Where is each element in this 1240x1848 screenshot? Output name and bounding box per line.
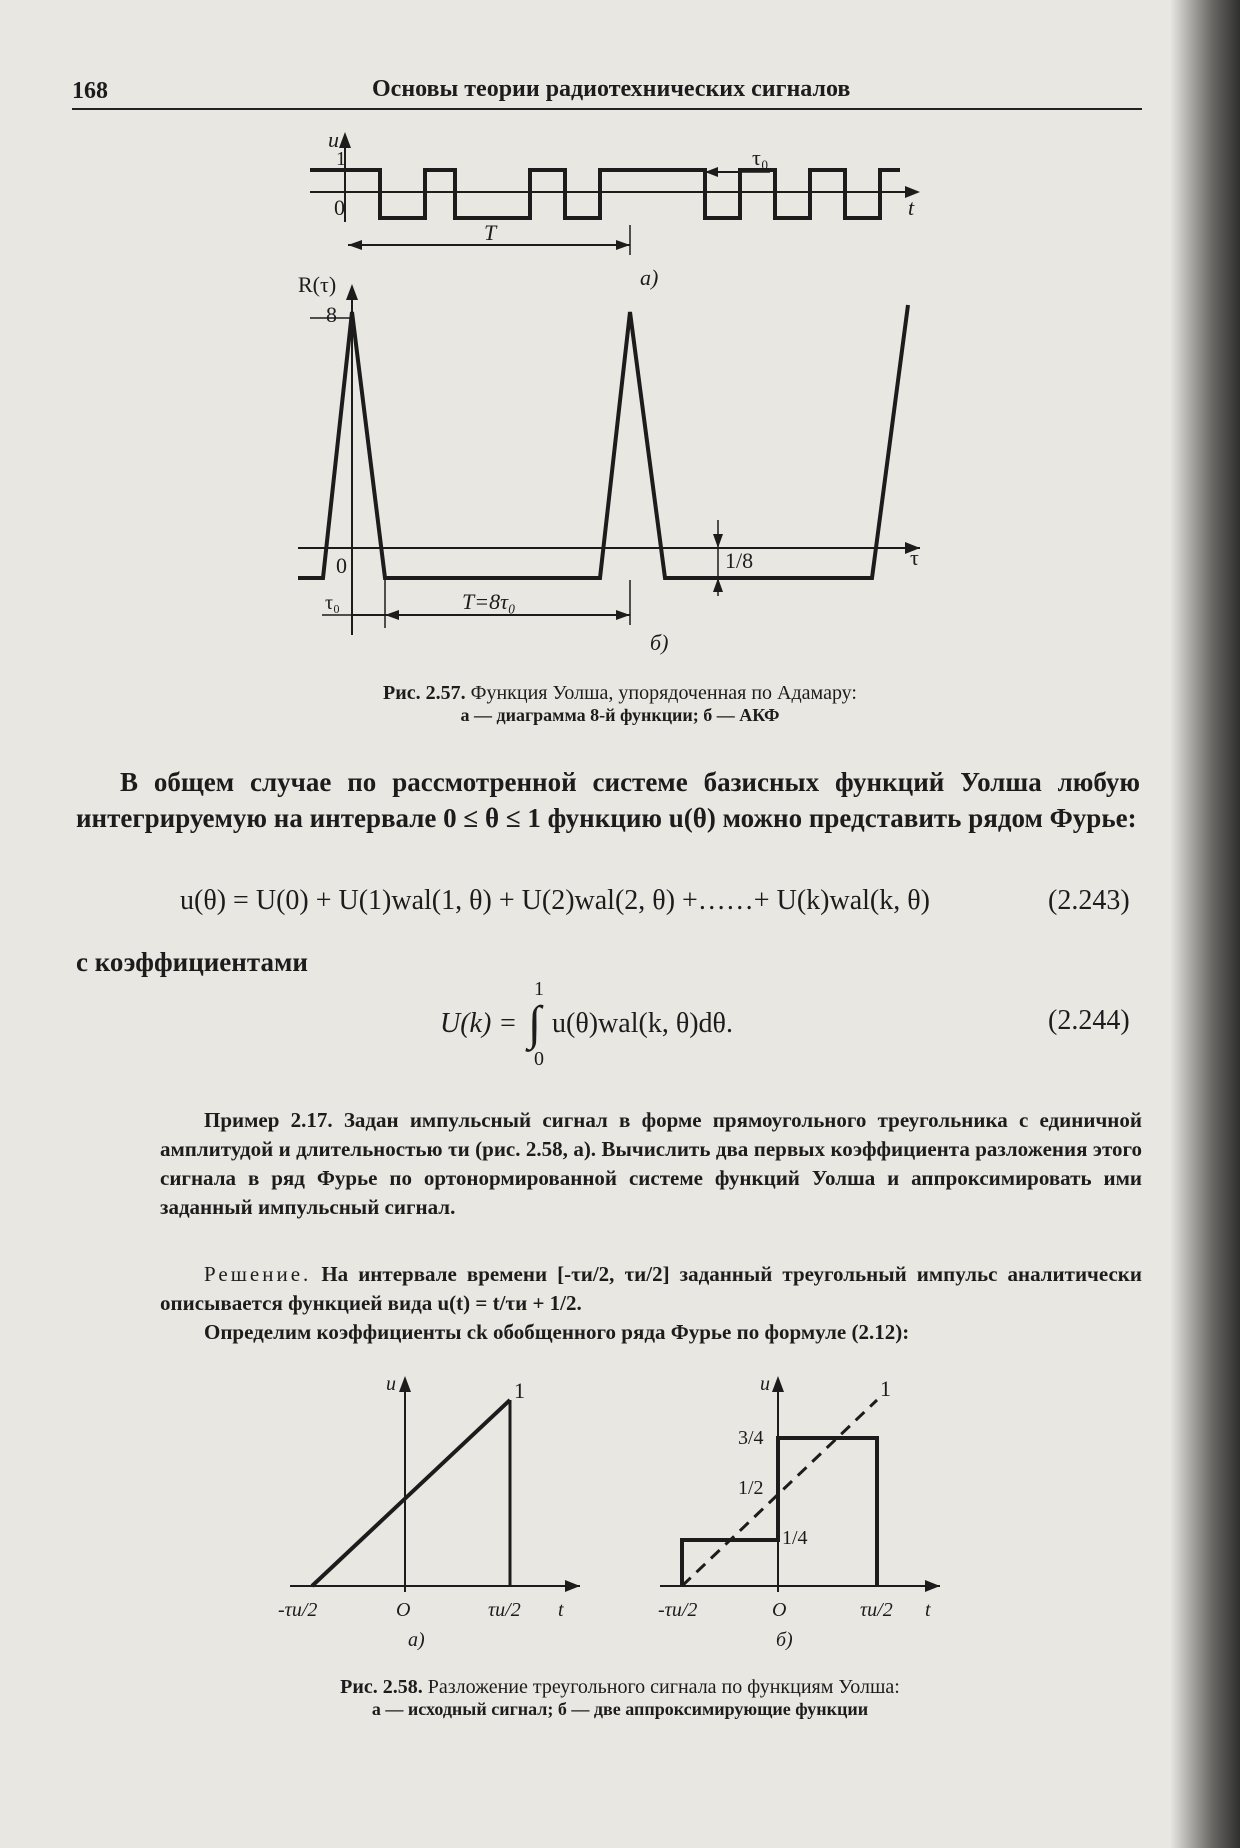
- subfigure-a-label: а): [640, 265, 659, 290]
- pos-half-label-a: τи/2: [488, 1599, 521, 1621]
- zero-label-b: 0: [336, 553, 347, 578]
- equation-2-243: u(θ) = U(0) + U(1)wal(1, θ) + U(2)wal(2, θ) +……+ U(k)wal(k, θ): [180, 885, 930, 916]
- u-axis-label-a: u: [386, 1373, 396, 1395]
- caption-text-258: Разложение треугольного сигнала по функциям Уолша:: [427, 1676, 900, 1698]
- t-axis-label: t: [908, 195, 915, 220]
- acf-curve: [298, 305, 908, 578]
- tau-axis-label: τ: [910, 545, 919, 570]
- period-label-b: T=8τ₀: [462, 589, 516, 614]
- integral-upper-limit: 1: [534, 978, 544, 1000]
- running-title: Основы теории радиотехнических сигналов: [372, 76, 851, 102]
- caption-text: Функция Уолша, упорядоченная по Адамару:: [470, 682, 857, 704]
- solution-label: Решение.: [204, 1262, 312, 1286]
- three-quarter-label: 3/4: [738, 1427, 764, 1449]
- one-label-a: 1: [514, 1378, 525, 1403]
- walsh-approximation-steps: [682, 1438, 877, 1586]
- triangular-signal-diagram: [290, 1376, 580, 1592]
- one-label-b: 1: [880, 1376, 891, 1401]
- example-title: Пример 2.17.: [204, 1108, 333, 1132]
- page-number: 168: [72, 78, 108, 104]
- paragraph-2: с коэффициентами: [76, 947, 308, 977]
- caption-subtitle-258: а — исходный сигнал; б — две аппроксимирующие функции: [371, 1699, 869, 1719]
- walsh-approximation-diagram: [660, 1376, 940, 1592]
- r-axis-arrow: [346, 284, 358, 300]
- figure-2-57-caption: [0, 682, 1240, 726]
- integral-sign: ∫: [528, 997, 542, 1050]
- neg-half-label-b: -τи/2: [658, 1599, 698, 1621]
- equation-number-2-244: (2.244): [1048, 1005, 1130, 1036]
- origin-label-a: O: [396, 1599, 411, 1621]
- one-tick-label: 1: [336, 148, 346, 170]
- pos-half-label-b: τи/2: [860, 1599, 893, 1621]
- origin-label-b: O: [772, 1599, 787, 1621]
- quarter-label: 1/4: [782, 1527, 808, 1549]
- t-axis-label-a: t: [558, 1599, 564, 1621]
- subfigure-b-label-258: б): [776, 1629, 793, 1651]
- triangle-signal-line: [312, 1400, 510, 1586]
- subfigure-a-label-258: а): [408, 1629, 425, 1651]
- neg-half-label-a: -τи/2: [278, 1599, 318, 1621]
- page-binding-shadow: [1170, 0, 1240, 1848]
- t-axis-label-b: t: [925, 1599, 931, 1621]
- tau0-label: τ₀: [752, 145, 769, 170]
- peak-label: 8: [326, 302, 337, 327]
- solution-paragraph: [160, 1260, 1142, 1318]
- equation-2-244-lhs: U(k) =: [440, 1008, 518, 1039]
- integral-lower-limit: 0: [534, 1048, 544, 1070]
- u-axis-label: u: [328, 127, 339, 152]
- solution-text: На интервале времени [-τи/2, τи/2] заданный треугольный импульс аналитически описывается функцией вида u(t) = t/τи + 1/2.: [160, 1262, 1142, 1315]
- r-axis-label: R(τ): [298, 272, 337, 297]
- figure-2-58-caption: [0, 1676, 1240, 1720]
- walsh-waveform: [310, 170, 900, 218]
- caption-title-258: Рис. 2.58.: [340, 1676, 423, 1698]
- caption-subtitle: а — диаграмма 8-й функции; б — АКФ: [460, 705, 780, 725]
- caption-title: Рис. 2.57.: [383, 682, 466, 704]
- u-axis-arrow: [339, 132, 351, 148]
- eighth-label: 1/8: [725, 548, 754, 573]
- equation-number-2-243: (2.243): [1048, 885, 1130, 916]
- tau0-label-b: τ₀: [325, 592, 341, 614]
- u-axis-label-b: u: [760, 1373, 770, 1395]
- walsh-function-diagram: [310, 132, 920, 255]
- equation-2-244-integrand: u(θ)wal(k, θ)dθ.: [552, 1008, 733, 1039]
- zero-label: 0: [334, 195, 345, 220]
- paragraph-1: В общем случае по рассмотренной системе базисных функций Уолша любую интегрируемую на интервале 0 ≤ θ ≤ 1 функцию u(θ) можно представить рядом Фурье:: [76, 767, 1140, 833]
- subfigure-b-label: б): [650, 630, 669, 655]
- example-2-17: [160, 1106, 1142, 1222]
- period-label: T: [484, 220, 497, 245]
- acf-diagram: [298, 284, 920, 635]
- coefficients-line: Определим коэффициенты ck обобщенного ряда Фурье по формуле (2.12):: [204, 1320, 910, 1344]
- example-text: Задан импульсный сигнал в форме прямоугольного треугольника с единичной амплитудой и длительностью τи (рис. 2.58, а). Вычислить два первых коэффициента разложения этого сигнала в ряд Фурье по ортонормированной системе функций Уолша и аппроксимировать ими заданный импульсный сигнал.: [160, 1108, 1142, 1219]
- figure-2-57: [0, 0, 1240, 700]
- half-label: 1/2: [738, 1477, 764, 1499]
- figure-2-58: [0, 1360, 1240, 1680]
